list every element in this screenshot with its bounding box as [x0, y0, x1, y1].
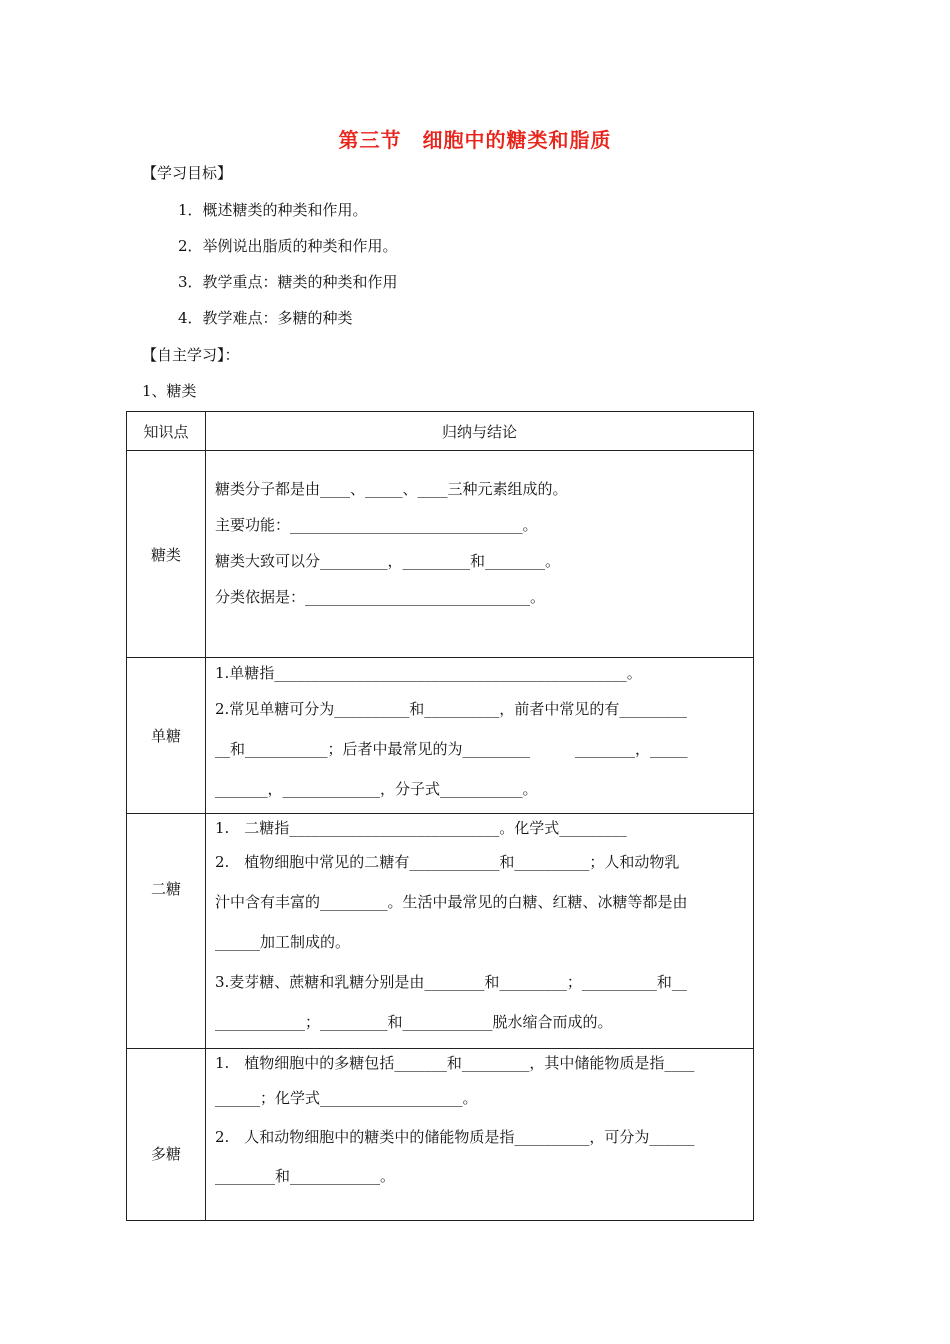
table-row	[127, 451, 754, 658]
goal-item-4: 4．教学难点：多糖的种类	[178, 309, 353, 327]
content-line: __和___________；后者中最常见的为_________ ________，_____	[215, 740, 688, 758]
content-line: 2.常见单糖可分为__________和__________，前者中常见的有_________	[215, 700, 687, 718]
header-knowledge-point: 知识点	[127, 412, 206, 451]
content-line: 汁中含有丰富的_________。生活中最常见的白糖、红糖、冰糖等都是由	[215, 893, 688, 911]
content-line: ______加工制成的。	[215, 933, 351, 951]
content-line: 糖类分子都是由____、_____、____三种元素组成的。	[215, 480, 568, 498]
section-heading: 1、糖类	[142, 382, 197, 400]
content-line: 3.麦芽糖、蔗糖和乳糖分别是由________和_________；__________和__	[215, 973, 687, 991]
content-line: 1. 植物细胞中的多糖包括_______和_________，其中储能物质是指____	[215, 1054, 695, 1072]
content-line: 1.单糖指_______________________________________________。	[215, 664, 642, 682]
row-content-monosaccharide	[206, 658, 754, 814]
row-content-sugars	[206, 451, 754, 658]
page-title: 第三节 细胞中的糖类和脂质	[338, 128, 612, 152]
content-line: 主要功能：_______________________________。	[215, 516, 538, 534]
content-line: 2. 人和动物细胞中的糖类中的储能物质是指__________，可分为______	[215, 1128, 695, 1146]
content-line: ____________；_________和____________脱水缩合而成的。	[215, 1013, 613, 1031]
goal-item-3: 3．教学重点：糖类的种类和作用	[178, 273, 398, 291]
content-line: ________和____________。	[215, 1167, 396, 1185]
knowledge-table	[126, 411, 754, 1221]
content-line: 分类依据是：______________________________。	[215, 588, 546, 606]
goal-item-2: 2．举例说出脂质的种类和作用。	[178, 237, 398, 255]
content-line: 1. 二糖指____________________________。化学式_________	[215, 819, 627, 837]
self-study-heading: 【自主学习】：	[142, 346, 240, 364]
row-label-monosaccharide: 单糖	[127, 658, 206, 814]
table-row	[127, 1049, 754, 1221]
header-summary: 归纳与结论	[206, 412, 754, 451]
goal-item-1: 1．概述糖类的种类和作用。	[178, 201, 368, 219]
content-line: 2. 植物细胞中常见的二糖有____________和__________；人和动物乳	[215, 853, 680, 871]
content-line: _______，_____________，分子式___________。	[215, 780, 538, 798]
table-row	[127, 814, 754, 1049]
table-header-row	[127, 412, 754, 451]
content-line: ______；化学式___________________。	[215, 1089, 478, 1107]
row-label-sugars: 糖类	[127, 451, 206, 658]
row-label-disaccharide: 二糖	[127, 814, 206, 1049]
goals-heading: 【学习目标】	[142, 164, 233, 182]
row-content-disaccharide	[206, 814, 754, 1049]
row-label-polysaccharide: 多糖	[127, 1049, 206, 1221]
row-content-polysaccharide	[206, 1049, 754, 1221]
content-line: 糖类大致可以分_________，_________和________。	[215, 552, 561, 570]
table-row	[127, 658, 754, 814]
